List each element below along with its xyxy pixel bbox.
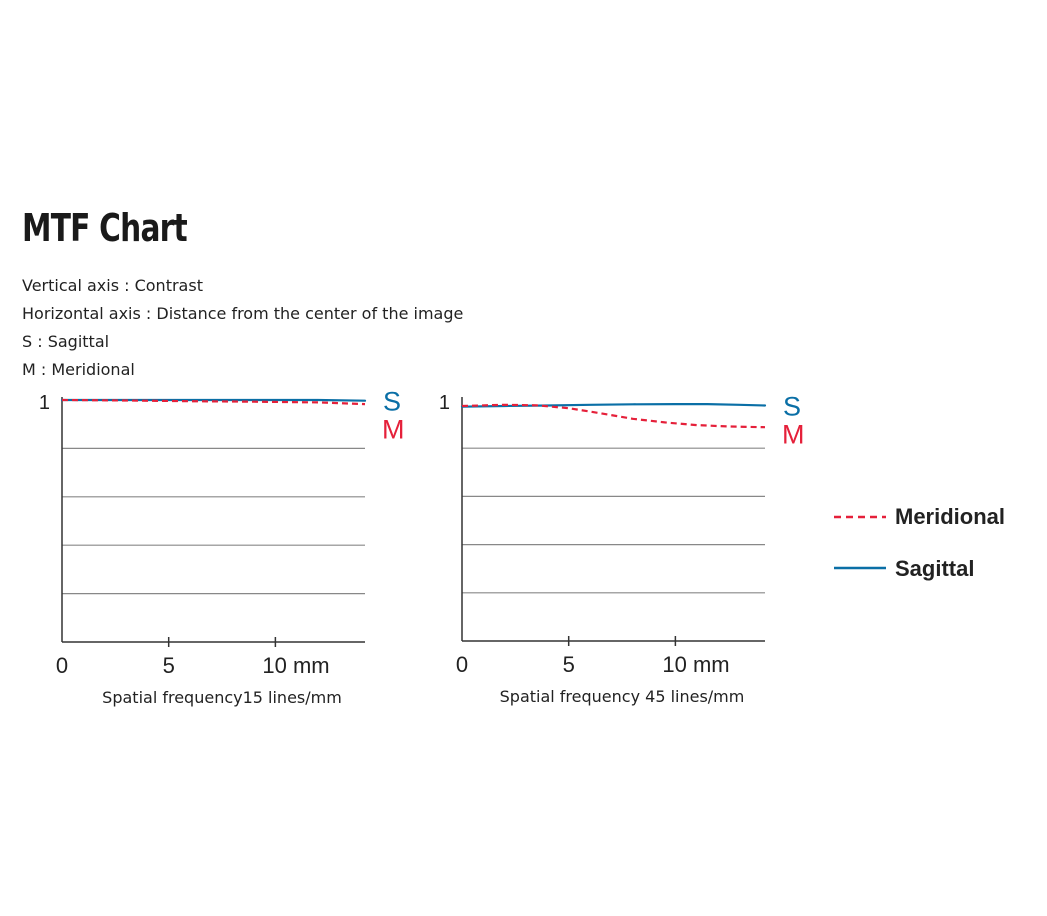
legend-label-meridional: Meridional <box>895 504 1006 529</box>
description-vertical-axis: Vertical axis : Contrast <box>22 276 203 295</box>
chart-caption: Spatial frequency 45 lines/mm <box>499 687 745 706</box>
chart-description <box>22 272 463 384</box>
end-label-meridional: M <box>382 414 405 445</box>
legend-label-sagittal: Sagittal <box>895 556 975 581</box>
chart-legend <box>834 504 1005 581</box>
y-tick-label: 1 <box>438 392 450 414</box>
mtf-chart-1 <box>39 387 405 707</box>
x-tick-label: 0 <box>455 652 469 677</box>
page-title: MTF Chart <box>22 206 187 250</box>
mtf-chart-2 <box>439 392 805 706</box>
chart-caption: Spatial frequency15 lines/mm <box>102 688 342 707</box>
x-tick-label: 5 <box>162 653 175 678</box>
x-tick-label: 0 <box>55 653 69 678</box>
description-meridional: M : Meridional <box>22 360 135 379</box>
end-label-sagittal: S <box>783 391 802 422</box>
x-tick-label: 10 mm <box>662 652 730 677</box>
description-horizontal-axis: Horizontal axis : Distance from the center of the image <box>22 304 464 323</box>
y-tick-label: 1 <box>38 392 50 414</box>
x-tick-label: 10 mm <box>262 653 330 678</box>
end-label-sagittal: S <box>383 386 402 417</box>
x-tick-label: 5 <box>562 652 575 677</box>
end-label-meridional: M <box>782 419 805 450</box>
series-line-meridional <box>462 405 765 427</box>
mtf-charts <box>0 380 1047 720</box>
description-sagittal: S : Sagittal <box>22 332 110 351</box>
